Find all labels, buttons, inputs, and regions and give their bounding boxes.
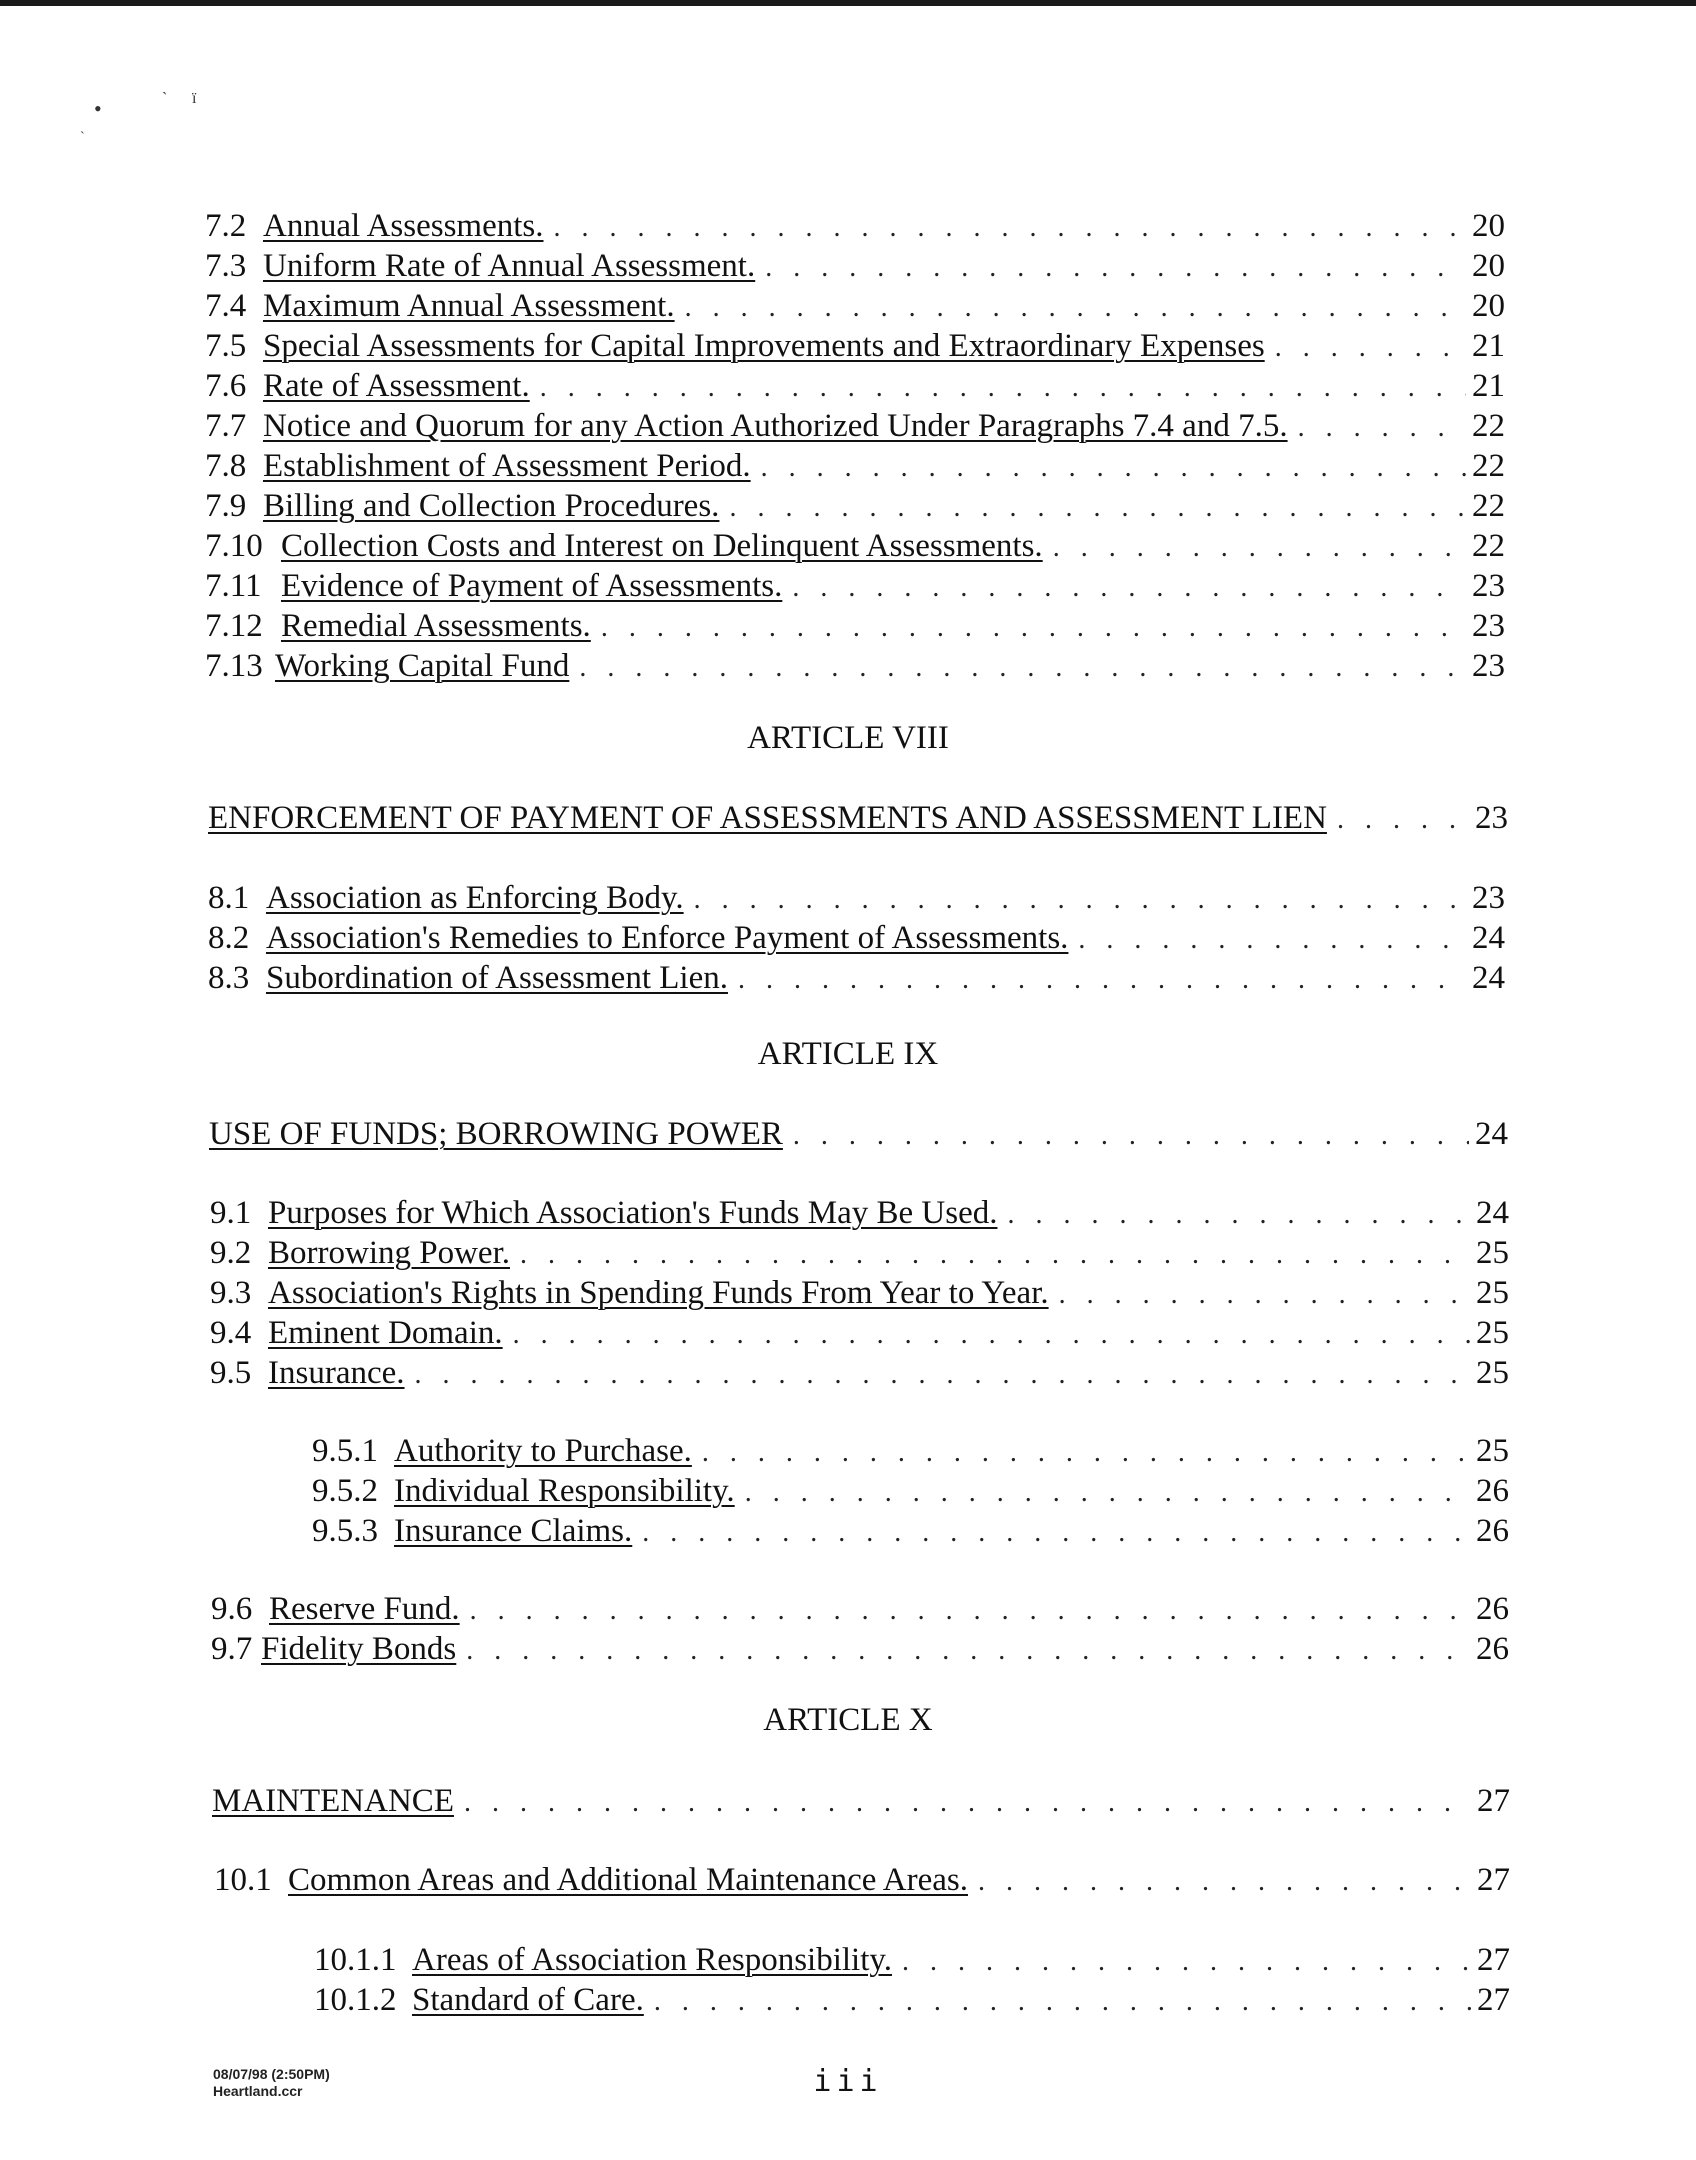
toc-number: 7.3 [205,248,247,284]
toc-title[interactable]: Remedial Assessments. [281,608,591,644]
toc-number: 9.2 [210,1235,252,1271]
toc-page: 22 [1472,488,1505,524]
toc-title[interactable]: Fidelity Bonds [261,1631,457,1667]
toc-title[interactable]: Reserve Fund. [269,1591,460,1627]
article-title-enforcement [208,798,1508,840]
toc-page: 21 [1472,328,1505,364]
article-heading-viii: ARTICLE VIII [747,720,949,756]
toc-number: 9.3 [210,1275,252,1311]
toc-number: 9.6 [211,1591,253,1627]
toc-page: 27 [1477,1942,1510,1978]
toc-number: 10.1.2 [314,1982,397,2018]
toc-number: 9.5.1 [312,1433,378,1469]
toc-entry-10-1-1 [314,1940,1510,1982]
toc-entry-7-12 [205,606,1505,648]
toc-number: 9.5 [210,1355,252,1391]
toc-entry-7-9 [205,486,1505,528]
toc-number: 8.3 [208,960,250,996]
toc-title[interactable]: Maximum Annual Assessment. [263,288,675,324]
toc-number: 7.2 [205,208,247,244]
toc-number: 7.6 [205,368,247,404]
toc-entry-7-7 [205,406,1505,448]
toc-number: 7.11 [205,568,262,604]
toc-title[interactable]: ENFORCEMENT OF PAYMENT OF ASSESSMENTS AND ASSESSMENT LIEN [208,800,1327,836]
article-title-use-of-funds [209,1114,1508,1156]
toc-title[interactable]: Insurance. [268,1355,405,1391]
toc-entry-7-5 [205,326,1505,368]
toc-number: 7.10 [205,528,263,564]
toc-title[interactable]: Individual Responsibility. [394,1473,735,1509]
toc-title[interactable]: Evidence of Payment of Assessments. [281,568,783,604]
dot-leader [601,608,1466,648]
toc-entry-9-5-1 [312,1431,1509,1473]
toc-entry-9-7 [211,1629,1509,1671]
dot-leader [978,1862,1471,1902]
dot-leader [761,448,1466,488]
toc-number: 9.5.2 [312,1473,378,1509]
toc-page: 26 [1476,1513,1509,1549]
toc-entry-9-3 [210,1273,1509,1315]
toc-number: 9.4 [210,1315,252,1351]
toc-number: 10.1 [214,1862,272,1898]
toc-number: 7.7 [205,408,247,444]
article-heading-ix: ARTICLE IX [757,1036,939,1072]
toc-number: 10.1.1 [314,1942,397,1978]
toc-title[interactable]: USE OF FUNDS; BORROWING POWER [209,1116,783,1152]
dot-leader [464,1783,1471,1823]
toc-title[interactable]: Collection Costs and Interest on Delinquent Assessments. [281,528,1043,564]
toc-title[interactable]: Uniform Rate of Annual Assessment. [263,248,756,284]
dot-leader [738,960,1466,1000]
toc-title[interactable]: Authority to Purchase. [394,1433,692,1469]
toc-page: 27 [1477,1783,1510,1819]
toc-entry-8-2 [208,918,1505,960]
toc-page: 25 [1476,1315,1509,1351]
toc-entry-7-13 [205,646,1505,688]
toc-page: 22 [1472,448,1505,484]
scan-top-border [0,0,1696,6]
dot-leader [745,1473,1470,1513]
toc-title[interactable]: Standard of Care. [412,1982,644,2018]
toc-entry-9-5 [210,1353,1509,1395]
toc-title[interactable]: MAINTENANCE [212,1783,454,1819]
toc-entry-7-8 [205,446,1505,488]
toc-entry-9-4 [210,1313,1509,1355]
toc-number: 9.5.3 [312,1513,378,1549]
toc-title[interactable]: Borrowing Power. [268,1235,510,1271]
toc-number: 7.12 [205,608,263,644]
toc-number: 8.1 [208,880,250,916]
toc-page: 25 [1476,1433,1509,1469]
dot-leader [1078,920,1466,960]
toc-number: 9.1 [210,1195,252,1231]
toc-page: 20 [1472,208,1505,244]
toc-page: 24 [1475,1116,1508,1152]
toc-page: 25 [1476,1235,1509,1271]
toc-page: 20 [1472,288,1505,324]
dot-leader [792,568,1466,608]
dot-leader [1053,528,1466,568]
toc-number: 9.7 [211,1631,253,1667]
toc-title[interactable]: Working Capital Fund [275,648,570,684]
toc-title[interactable]: Annual Assessments. [263,208,544,244]
article-title-maintenance [212,1781,1510,1823]
dot-leader [513,1315,1470,1355]
toc-number: 7.4 [205,288,247,324]
dot-leader [470,1591,1470,1631]
toc-entry-7-10 [205,526,1505,568]
dot-leader [729,488,1466,528]
toc-page: 22 [1472,408,1505,444]
dot-leader [1337,800,1469,840]
dot-leader [1298,408,1466,448]
dot-leader [520,1235,1470,1275]
toc-entry-9-5-3 [312,1511,1509,1553]
dot-leader [654,1982,1471,2022]
toc-title[interactable]: Association's Remedies to Enforce Payment of Assessments. [266,920,1069,956]
toc-entry-10-1-2 [314,1980,1510,2022]
toc-title[interactable]: Eminent Domain. [268,1315,503,1351]
toc-title[interactable]: Common Areas and Additional Maintenance Areas. [288,1862,969,1898]
toc-entry-9-2 [210,1233,1509,1275]
toc-page: 23 [1472,880,1505,916]
article-heading-x: ARTICLE X [763,1702,933,1738]
toc-title[interactable]: Notice and Quorum for any Action Authorized Under Paragraphs 7.4 and 7.5. [263,408,1288,444]
footer-filename: Heartland.ccr [213,2083,303,2099]
toc-page: 22 [1472,528,1505,564]
toc-entry-7-11 [205,566,1505,608]
page-number: iii [813,2064,883,2099]
toc-title[interactable]: Rate of Assessment. [263,368,530,404]
toc-title[interactable]: Special Assessments for Capital Improvements and Extraordinary Expenses [263,328,1265,364]
toc-title[interactable]: Association's Rights in Spending Funds From Year to Year. [268,1275,1049,1311]
toc-page: 20 [1472,248,1505,284]
dot-leader [694,880,1466,920]
dot-leader [793,1116,1469,1156]
dot-leader [1059,1275,1470,1315]
toc-number: 7.5 [205,328,247,364]
toc-page: 26 [1476,1473,1509,1509]
toc-title[interactable]: Billing and Collection Procedures. [263,488,720,524]
dot-leader [1007,1195,1470,1235]
dot-leader [642,1513,1470,1553]
toc-title[interactable]: Purposes for Which Association's Funds May Be Used. [268,1195,998,1231]
toc-page: 27 [1477,1862,1510,1898]
dot-leader [765,248,1466,288]
toc-entry-9-5-2 [312,1471,1509,1513]
toc-entry-7-4 [205,286,1505,328]
toc-title[interactable]: Association as Enforcing Body. [266,880,684,916]
toc-page: 26 [1476,1631,1509,1667]
toc-entry-9-1 [210,1193,1509,1235]
toc-page: 25 [1476,1275,1509,1311]
dot-leader [554,208,1467,248]
toc-entry-10-1 [214,1860,1510,1902]
dot-leader [415,1355,1470,1395]
toc-page: 23 [1472,648,1505,684]
toc-page: 23 [1472,608,1505,644]
toc-page: 23 [1475,800,1508,836]
toc-page: 24 [1476,1195,1509,1231]
toc-page: 25 [1476,1355,1509,1391]
dot-leader [540,368,1466,408]
dot-leader [1275,328,1466,368]
toc-number: 7.13 [205,648,263,684]
toc-entry-7-2 [205,206,1505,248]
toc-title[interactable]: Subordination of Assessment Lien. [266,960,728,996]
dot-leader [466,1631,1470,1671]
dot-leader [685,288,1466,328]
toc-page: 27 [1477,1982,1510,2018]
dot-leader [902,1942,1471,1982]
toc-title[interactable]: Areas of Association Responsibility. [412,1942,892,1978]
toc-title[interactable]: Insurance Claims. [394,1513,633,1549]
footer-date: 08/07/98 (2:50PM) [213,2066,330,2082]
toc-page: 21 [1472,368,1505,404]
dot-leader [702,1433,1470,1473]
toc-number: 7.9 [205,488,247,524]
toc-page: 26 [1476,1591,1509,1627]
toc-page: 24 [1472,920,1505,956]
toc-entry-8-3 [208,958,1505,1000]
toc-page: 23 [1472,568,1505,604]
toc-number: 7.8 [205,448,247,484]
toc-number: 8.2 [208,920,250,956]
toc-page: 24 [1472,960,1505,996]
dot-leader [579,648,1466,688]
toc-entry-8-1 [208,878,1505,920]
toc-title[interactable]: Establishment of Assessment Period. [263,448,751,484]
toc-entry-9-6 [211,1589,1509,1631]
toc-entry-7-6 [205,366,1505,408]
toc-entry-7-3 [205,246,1505,288]
